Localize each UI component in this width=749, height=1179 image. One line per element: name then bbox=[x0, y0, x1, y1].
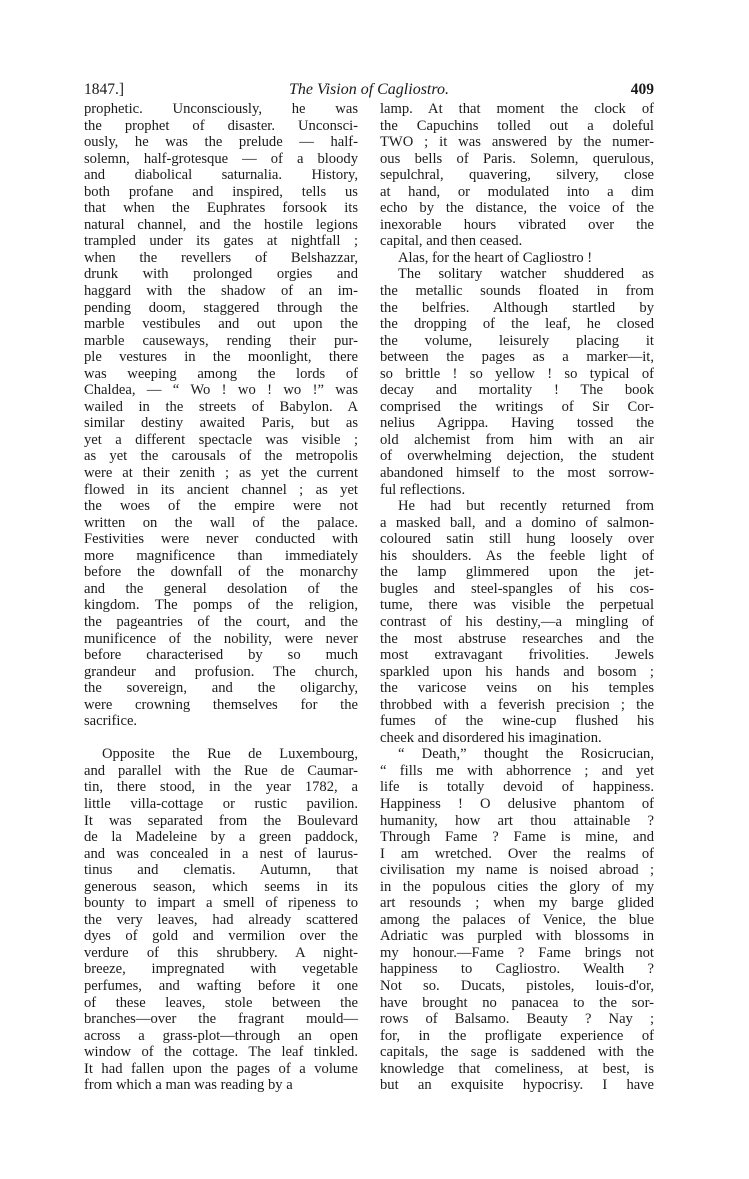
text-line: TWO ; it was answered by the numer- bbox=[380, 134, 654, 151]
text-line: the pageantries of the court, and the bbox=[84, 613, 358, 630]
text-line: verdure of this shrubbery. A night- bbox=[84, 944, 358, 961]
text-line: so brittle ! so yellow ! so typical of bbox=[380, 365, 654, 382]
text-line: written on the wall of the palace. bbox=[84, 514, 358, 531]
text-line: and parallel with the Rue de Caumar- bbox=[84, 762, 358, 779]
text-line: rows of Balsamo. Beauty ? Nay ; bbox=[380, 1011, 654, 1028]
text-line: kingdom. The pomps of the religion, bbox=[84, 597, 358, 614]
text-line: bounty to impart a smell of ripeness to bbox=[84, 895, 358, 912]
text-line: dyes of gold and vermilion over the bbox=[84, 928, 358, 945]
text-line: haggard with the shadow of an im- bbox=[84, 283, 358, 300]
header-year: 1847.] bbox=[84, 81, 125, 98]
page-number: 409 bbox=[630, 81, 654, 98]
text-line: between the pages as a marker—it, bbox=[380, 349, 654, 366]
text-line: tume, there was visible the perpetual bbox=[380, 597, 654, 614]
text-line: wailed in the streets of Babylon. A bbox=[84, 398, 358, 415]
text-line: the belfries. Although startled by bbox=[380, 299, 654, 316]
text-line: similar destiny awaited Paris, but as bbox=[84, 415, 358, 432]
text-line: before the downfall of the monarchy bbox=[84, 564, 358, 581]
text-line: were at their zenith ; as yet the current bbox=[84, 465, 358, 482]
text-line: window of the cottage. The leaf tinkled. bbox=[84, 1044, 358, 1061]
text-line: flowed in its ancient channel ; as yet bbox=[84, 481, 358, 498]
text-line: inexorable hours vibrated over the bbox=[380, 216, 654, 233]
text-line: The solitary watcher shuddered as bbox=[398, 266, 654, 283]
text-line: knowledge that comeliness, at best, is bbox=[380, 1060, 654, 1077]
text-line: ful reflections. bbox=[380, 481, 466, 498]
text-line: perfumes, and wafting before it one bbox=[84, 977, 358, 994]
text-line: ously, he was the prelude — half- bbox=[84, 134, 358, 151]
text-line: of these leaves, stole between the bbox=[84, 994, 358, 1011]
text-line: yet a different spectacle was visible ; bbox=[84, 431, 358, 448]
text-line: Opposite the Rue de Luxembourg, bbox=[102, 746, 358, 763]
text-line: the woes of the empire were not bbox=[84, 498, 358, 515]
text-line: tin, there stood, in the year 1782, a bbox=[84, 779, 358, 796]
text-line: and diabolical saturnalia. History, bbox=[84, 167, 358, 184]
text-line: fumes of the wine-cup flushed his bbox=[380, 713, 654, 730]
text-line: art resounds ; when my barge glided bbox=[380, 895, 654, 912]
text-line: the volume, leisurely placing it bbox=[380, 332, 654, 349]
text-line: branches—over the fragrant mould— bbox=[84, 1011, 358, 1028]
text-line: the most abstruse researches and the bbox=[380, 630, 654, 647]
text-line: old alchemist from him with an air bbox=[380, 431, 654, 448]
text-line: bugles and steel-spangles of his cos- bbox=[380, 580, 654, 597]
text-line: cheek and disordered his imagination. bbox=[380, 729, 602, 746]
text-line: a masked ball, and a domino of salmon- bbox=[380, 514, 654, 531]
text-line: Adriatic was purpled with blossoms in bbox=[380, 928, 654, 945]
text-line: and was concealed in a nest of laurus- bbox=[84, 845, 358, 862]
text-line: the very leaves, had already scattered bbox=[84, 911, 358, 928]
text-line: Chaldea, — “ Wo ! wo ! wo !” was bbox=[84, 382, 358, 399]
left-column bbox=[84, 101, 358, 1094]
text-line: humanity, how art thou attainable ? bbox=[380, 812, 654, 829]
text-line: before characterised by so much bbox=[84, 647, 358, 664]
text-line: prophetic. Unconsciously, he was bbox=[84, 101, 358, 117]
text-line: “ Death,” thought the Rosicrucian, bbox=[398, 746, 654, 763]
text-line: generous season, which seems in its bbox=[84, 878, 358, 895]
text-line: “ fills me with abhorrence ; and yet bbox=[380, 762, 654, 779]
text-line: his shoulders. As the feeble light of bbox=[380, 547, 654, 564]
text-line: but an exquisite hypocrisy. I have bbox=[380, 1077, 654, 1094]
text-line: civilisation my name is noised abroad ; bbox=[380, 862, 654, 879]
text-line: sacrifice. bbox=[84, 713, 138, 730]
text-line: marble vestibules and out upon the bbox=[84, 316, 358, 333]
text-line: as yet the carousals of the metropolis bbox=[84, 448, 358, 465]
text-line: coloured satin still hung loosely over bbox=[380, 531, 654, 548]
text-line: the lamp glimmered upon the jet- bbox=[380, 564, 654, 581]
text-line: in the populous cities the glory of my bbox=[380, 878, 654, 895]
header-title: The Vision of Cagliostro. bbox=[288, 81, 449, 98]
text-line: ple vestures in the moonlight, there bbox=[84, 349, 358, 366]
text-line: ous bells of Paris. Solemn, querulous, bbox=[380, 150, 654, 167]
text-line: the metallic sounds floated in from bbox=[380, 283, 654, 300]
text-line: lamp. At that moment the clock of bbox=[380, 101, 654, 117]
text-line: life is totally devoid of happiness. bbox=[380, 779, 654, 796]
text-line: contrast of his destiny,—a mingling of bbox=[380, 613, 654, 630]
text-line: nelius Agrippa. Having tossed the bbox=[380, 415, 654, 432]
text-line: for, in the profligate experience of bbox=[380, 1027, 654, 1044]
text-line: decay and mortality ! The book bbox=[380, 382, 654, 399]
text-line: de la Madeleine by a green paddock, bbox=[84, 829, 358, 846]
text-line: sepulchral, quavering, silvery, close bbox=[380, 167, 654, 184]
text-line: grandeur and profusion. The church, bbox=[84, 663, 358, 680]
text-line: happiness to Cagliostro. Wealth ? bbox=[380, 961, 654, 978]
text-line: He had but recently returned from bbox=[398, 498, 654, 515]
right-column bbox=[380, 101, 654, 1094]
text-line: the varicose veins on his temples bbox=[380, 680, 654, 697]
text-line: pending doom, staggered through the bbox=[84, 299, 358, 316]
text-line: capital, and then ceased. bbox=[380, 233, 523, 250]
text-line: of overwhelming dejection, the student bbox=[380, 448, 654, 465]
text-line: more magnificence than immediately bbox=[84, 547, 358, 564]
text-line: drunk with prolonged orgies and bbox=[84, 266, 358, 283]
text-line: trampled under its gates at nightfall ; bbox=[84, 233, 358, 250]
text-line: the prophet of disaster. Unconsci- bbox=[84, 117, 358, 134]
text-line: were crowning themselves for the bbox=[84, 696, 358, 713]
text-line: have brought no panacea to the sor- bbox=[380, 994, 654, 1011]
text-line: among the palaces of Venice, the blue bbox=[380, 911, 654, 928]
running-head bbox=[84, 80, 654, 100]
text-line: from which a man was reading by a bbox=[84, 1077, 293, 1094]
text-line: both profane and inspired, tells us bbox=[84, 183, 358, 200]
text-line: across a grass-plot—through an open bbox=[84, 1027, 358, 1044]
text-line: natural channel, and the hostile legions bbox=[84, 216, 358, 233]
text-line: that when the Euphrates forsook its bbox=[84, 200, 358, 217]
text-line: was weeping among the lords of bbox=[84, 365, 358, 382]
text-line: and the general desolation of the bbox=[84, 580, 358, 597]
text-line: marble causeways, rending their pur- bbox=[84, 332, 358, 349]
text-line: echo by the distance, the voice of the bbox=[380, 200, 654, 217]
text-line: when the revellers of Belshazzar, bbox=[84, 249, 358, 266]
text-line: abandoned himself to the most sorrow- bbox=[380, 465, 654, 482]
text-line: the dropping of the leaf, he closed bbox=[380, 316, 654, 333]
paragraph-gap bbox=[84, 730, 358, 747]
text-line: Through Fame ? Fame is mine, and bbox=[380, 829, 654, 846]
text-line: at hand, or modulated into a dim bbox=[380, 183, 654, 200]
text-line: tinus and clematis. Autumn, that bbox=[84, 862, 358, 879]
text-line: comprised the writings of Sir Cor- bbox=[380, 398, 654, 415]
text-line: throbbed with a feverish precision ; the bbox=[380, 696, 654, 713]
text-line: my honour.—Fame ? Fame brings not bbox=[380, 944, 654, 961]
text-line: solemn, half-grotesque — of a bloody bbox=[84, 150, 358, 167]
text-line: Not so. Ducats, pistoles, louis-d'or, bbox=[380, 977, 654, 994]
text-line: the sovereign, and the oligarchy, bbox=[84, 680, 358, 697]
text-line: It was separated from the Boulevard bbox=[84, 812, 358, 829]
text-line: the Capuchins tolled out a doleful bbox=[380, 117, 654, 134]
text-line: sparkled upon his hands and bosom ; bbox=[380, 663, 654, 680]
text-line: munificence of the nobility, were never bbox=[84, 630, 358, 647]
text-line: I am wretched. Over the realms of bbox=[380, 845, 654, 862]
text-line: little villa-cottage or rustic pavilion. bbox=[84, 795, 358, 812]
text-line: It had fallen upon the pages of a volume bbox=[84, 1060, 358, 1077]
text-line: breeze, impregnated with vegetable bbox=[84, 961, 358, 978]
text-line: capitals, the sage is saddened with the bbox=[380, 1044, 654, 1061]
text-line: Festivities were never conducted with bbox=[84, 531, 358, 548]
text-line: most extravagant frivolities. Jewels bbox=[380, 647, 654, 664]
text-line: Alas, for the heart of Cagliostro ! bbox=[398, 249, 593, 266]
text-line: Happiness ! O delusive phantom of bbox=[380, 795, 654, 812]
